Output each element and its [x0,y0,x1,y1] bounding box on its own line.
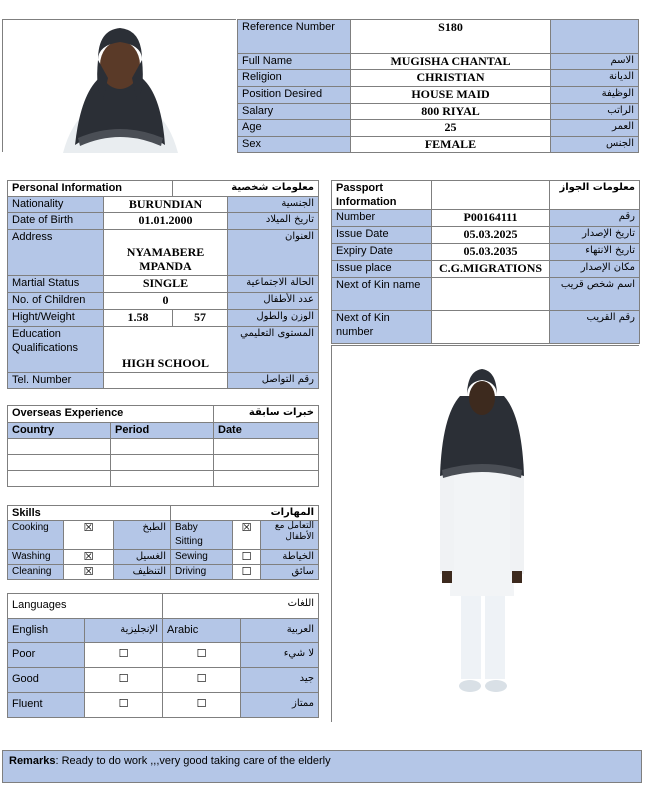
children-value: 0 [104,293,228,310]
lang-english-ar: الإنجليزية [85,619,163,643]
passport-info-title-ar: معلومات الجواز [550,181,640,210]
skill-babysitting-checkbox[interactable]: ☒ [233,521,261,550]
lang-fluent-arabic-checkbox[interactable]: ☐ [163,693,241,718]
lang-poor-ar: لا شيء [241,643,319,668]
children-ar: عدد الأطفال [228,293,319,310]
address-label: Address [8,230,104,276]
position-value: HOUSE MAID [351,87,551,104]
marital-value: SINGLE [104,276,228,293]
religion-value: CHRISTIAN [351,70,551,87]
reference-value: S180 [351,20,551,54]
address-value: NYAMABERE MPANDA [104,230,228,276]
skill-washing-label: Washing [8,550,64,565]
skill-sewing-label: Sewing [171,550,233,565]
dob-label: Date of Birth [8,213,104,230]
children-label: No. of Children [8,293,104,310]
skills-title: Skills [8,506,171,521]
sex-ar: الجنس [551,137,639,153]
education-label: Education Qualifications [8,327,104,373]
lang-arabic-label: Arabic [163,619,241,643]
lang-good-arabic-checkbox[interactable]: ☐ [163,668,241,693]
address-ar: العنوان [228,230,319,276]
kin-number-label: Next of Kin number [332,311,432,344]
skills-title-ar: المهارات [171,506,319,521]
issue-date-value: 05.03.2025 [432,227,550,244]
skill-washing-ar: الغسيل [114,550,171,565]
passport-info-table [331,180,640,344]
salary-value: 800 RIYAL [351,104,551,120]
dob-value: 01.01.2000 [104,213,228,230]
expiry-date-label: Expiry Date [332,244,432,261]
skill-washing-checkbox[interactable]: ☒ [64,550,114,565]
overseas-title-ar: خبرات سابقة [214,406,319,423]
headshot-photo [2,19,236,152]
nationality-ar: الجنسية [228,197,319,213]
skills-table [7,505,319,580]
remarks-box [2,750,642,783]
skill-driving-label: Driving [171,565,233,580]
age-label: Age [238,120,351,137]
personal-info-table [7,180,319,389]
issue-date-ar: تاريخ الإصدار [550,227,640,244]
expiry-date-ar: تاريخ الانتهاء [550,244,640,261]
skill-cleaning-ar: التنظيف [114,565,171,580]
overseas-experience-table [7,405,319,487]
skill-cooking-label: Cooking [8,521,64,550]
sex-value: FEMALE [351,137,551,153]
languages-title-ar: اللغات [163,594,319,619]
reference-label: Reference Number [238,20,351,54]
issue-date-label: Issue Date [332,227,432,244]
skill-driving-checkbox[interactable]: ☐ [233,565,261,580]
kin-name-label: Next of Kin name [332,278,432,311]
personal-info-title: Personal Information [8,181,173,197]
skill-babysitting-label: Baby Sitting [171,521,233,550]
issue-place-value: C.G.MIGRATIONS [432,261,550,278]
overseas-title: Overseas Experience [8,406,214,423]
lang-good-label: Good [8,668,85,693]
overseas-col-country: Country [8,423,111,439]
lang-fluent-label: Fluent [8,693,85,718]
lang-poor-label: Poor [8,643,85,668]
nationality-value: BURUNDIAN [104,197,228,213]
kin-number-ar: رقم القريب [550,311,640,344]
lang-poor-english-checkbox[interactable]: ☐ [85,643,163,668]
tel-label: Tel. Number [8,373,104,389]
issue-place-label: Issue place [332,261,432,278]
skill-sewing-ar: الخياطة [261,550,319,565]
lang-english-label: English [8,619,85,643]
skill-cleaning-label: Cleaning [8,565,64,580]
salary-ar: الراتب [551,104,639,120]
lang-good-english-checkbox[interactable]: ☐ [85,668,163,693]
lang-fluent-ar: ممتاز [241,693,319,718]
overseas-col-date: Date [214,423,319,439]
table-row [8,471,319,487]
religion-ar: الديانة [551,70,639,87]
kin-name-ar: اسم شخص قريب [550,278,640,311]
hw-label: Hight/Weight [8,310,104,327]
kin-name-value [432,278,550,311]
marital-ar: الحالة الاجتماعية [228,276,319,293]
position-ar: الوظيفة [551,87,639,104]
expiry-date-value: 05.03.2035 [432,244,550,261]
skill-cooking-checkbox[interactable]: ☒ [64,521,114,550]
personal-info-title-ar: معلومات شخصية [173,181,319,197]
skill-cleaning-checkbox[interactable]: ☒ [64,565,114,580]
age-value: 25 [351,120,551,137]
skill-driving-ar: سائق [261,565,319,580]
table-row [8,439,319,455]
skill-babysitting-ar: التعامل مع الأطفال [261,521,319,550]
weight-value: 57 [173,310,228,327]
remarks-text: : Ready to do work ,,,very good taking care of the elderly [55,755,331,767]
dob-ar: تاريخ الميلاد [228,213,319,230]
languages-table [7,593,319,718]
tel-ar: رقم التواصل [228,373,319,389]
full-body-photo [331,345,639,722]
tel-value [104,373,228,389]
full-name-label: Full Name [238,54,351,70]
nationality-label: Nationality [8,197,104,213]
passport-info-title: Passport Information [332,181,432,210]
languages-title: Languages [8,594,163,619]
position-label: Position Desired [238,87,351,104]
skill-sewing-checkbox[interactable]: ☐ [233,550,261,565]
lang-poor-arabic-checkbox[interactable]: ☐ [163,643,241,668]
overseas-col-period: Period [111,423,214,439]
lang-good-ar: جيد [241,668,319,693]
age-ar: العمر [551,120,639,137]
kin-number-value [432,311,550,344]
top-info-table [237,19,639,153]
passport-number-label: Number [332,210,432,227]
remarks-label: Remarks [9,755,56,767]
sex-label: Sex [238,137,351,153]
table-row [8,455,319,471]
religion-label: Religion [238,70,351,87]
issue-place-ar: مكان الإصدار [550,261,640,278]
passport-number-ar: رقم [550,210,640,227]
hw-ar: الوزن والطول [228,310,319,327]
height-value: 1.58 [104,310,173,327]
education-ar: المستوى التعليمي [228,327,319,373]
salary-label: Salary [238,104,351,120]
passport-number-value: P00164111 [432,210,550,227]
lang-arabic-ar: العربية [241,619,319,643]
marital-label: Martial Status [8,276,104,293]
skill-cooking-ar: الطبخ [114,521,171,550]
education-value: HIGH SCHOOL [104,327,228,373]
full-name-ar: الاسم [551,54,639,70]
lang-fluent-english-checkbox[interactable]: ☐ [85,693,163,718]
full-name-value: MUGISHA CHANTAL [351,54,551,70]
